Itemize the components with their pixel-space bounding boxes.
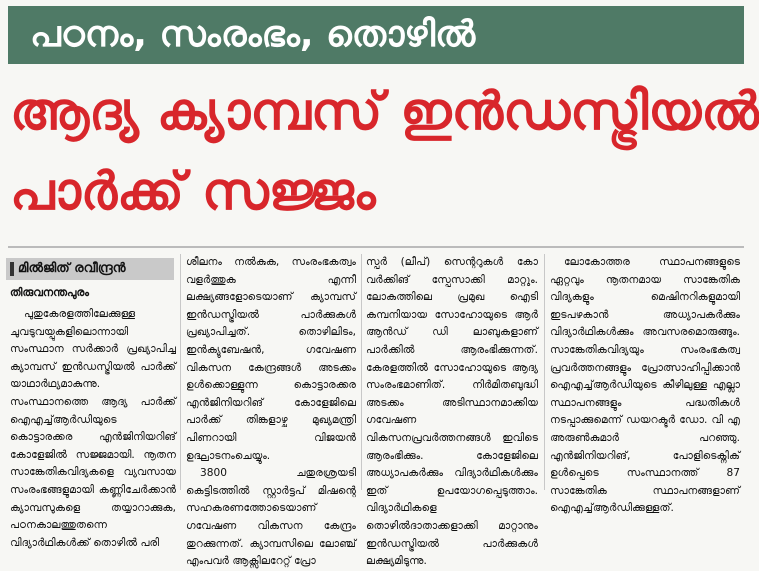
column-separator (544, 254, 545, 490)
column-separator (361, 254, 362, 490)
column-1-text: പുതുകേരളത്തിലേക്കുള്ള ചുവടുവയ്പുകളിലൊന്നായി സംസ്ഥാന സർക്കാർ പ്രഖ്യാപിച്ച ക്യാമ്പസ് ഇൻഡസ്ട്രിയൽ പാർക്ക് യാഥാർഥ്യമാകുന്നു. സംസ്ഥാനത്തെ ആദ്യ പാർക്ക് ഐഎച്ച്ആർഡിയുടെ കൊട്ടാരക്കര എൻജിനിയറിങ് കോളേജിൽ സജ്ജമായി. നൂതന സാങ്കേതികവിദ്യകളെ വ്യവസായ സംരംഭങ്ങളുമായി കണ്ണിചേർക്കാൻ ക്യാമ്പസുകളെ തയ്യാറാക്കുക, പഠനകാലത്തുതന്നെ വിദ്യാർഥികൾക്ക് തൊഴിൽ പരി (10, 308, 176, 549)
section-title: പഠനം, സംരംഭം, തൊഴിൽ (30, 14, 476, 55)
author-name: മിൽജിത് രവീന്ദ്രൻ (18, 261, 126, 276)
article-column-1 (10, 306, 176, 549)
article-column-3 (366, 254, 538, 568)
section-banner (8, 6, 744, 64)
column-separator (180, 254, 181, 490)
column-4-text: ലോകോത്തര സ്ഥാപനങ്ങളുടെ ഏറ്റവും നൂതനമായ സാങ്കേതിക വിദ്യകളും മെഷിനറികളുമായി ഇടപഴകാൻ അധ്യാപകർക്കും വിദ്യാർഥികൾക്കും അവസരമൊരുങ്ങും. സാങ്കേതികവിദ്യയും സംരംഭകത്വ പ്രവർത്തനങ്ങളും പ്രോത്സാഹിപ്പിക്കാൻ ഐഎച്ച്ആർഡിയുടെ കീഴിലുള്ള എല്ലാ സ്ഥാപനങ്ങളും പദ്ധതികൾ നടപ്പാക്കുമെന്ന് ഡയറക്ടർ ഡോ. വി എ അരുൺകുമാർ പറഞ്ഞു. എൻജിനിയറിങ്, പോളിടെക്നിക് ഉൾപ്പെടെ സംസ്ഥാനത്ത് 87 സാങ്കേതിക സ്ഥാപനങ്ങളാണ് ഐഎച്ച്ആർഡിക്കുള്ളത്. (550, 256, 740, 515)
column-2-text-b: 3800 ചതുരശ്രയടി കെട്ടിടത്തിൽ സ്റ്റാർട്ടപ് മിഷന്റെ സഹകരണത്തോടെയാണ് ഗവേഷണ വികസന കേന്ദ്രം തുറക്കുന്നത്. ക്യാമ്പസിലെ ലോഞ്ച് എംപവർ ആക്സിലറേറ്റ് പ്രോ (186, 467, 356, 568)
byline-marker (10, 262, 14, 276)
byline (6, 258, 174, 280)
dateline: തിരുവനന്തപുരം (10, 286, 89, 299)
divider (8, 246, 744, 248)
article-column-2 (186, 254, 356, 568)
headline-line-2: പാർക്ക് സജ്ജം (10, 162, 376, 222)
article-column-4 (550, 254, 740, 515)
column-2-text-a: ശീലനം നൽകുക, സംരംഭകത്വം വളർത്തുക എന്നീ ലക്ഷ്യങ്ങളോടെയാണ് ക്യാമ്പസ് ഇൻഡസ്ട്രിയൽ പാർക്കുകൾ പ്രഖ്യാപിച്ചത്. തൊഴിലിടം, ഇൻക്യുബേഷൻ, ഗവേഷണ വികസന കേന്ദ്രങ്ങൾ അടക്കം ഉൾക്കൊള്ളുന്ന കൊട്ടാരക്കര എൻജിനിയറിങ് കോളേജിലെ പാർക്ക് തിങ്കളാഴ്ച മുഖ്യമന്ത്രി പിണറായി വിജയൻ ഉദ്ഘാടനംചെയ്യും. (186, 256, 356, 462)
headline-line-1: ആദ്യ ക്യാമ്പസ് ഇൻഡസ്ട്രിയൽ (10, 82, 759, 142)
column-3-text: സ്പർ (ലീപ്) സെന്ററുകൾ കോ വർക്കിങ് സ്പേസാക്കി മാറ്റും. ലോകത്തിലെ പ്രമുഖ ഐടി കമ്പനിയായ സോഹോയുടെ ആർ ആൻഡ് ഡി ലാബുകളാണ് പാർക്കിൽ ആരംഭിക്കുന്നത്. കേരളത്തിൽ സോഹോയുടെ ആദ്യ സംരംഭമാണിത്. നിർമിതബുദ്ധി അടക്കം അടിസ്ഥാനമാക്കിയ ഗവേഷണ വികസനപ്രവർത്തനങ്ങൾ ഇവിടെ ആരംഭിക്കും. കോളേജിലെ അധ്യാപകർക്കും വിദ്യാർഥികൾക്കും ഇത് ഉപയോഗപ്പെടുത്താം. വിദ്യാർഥികളെ തൊഴിൽദാതാക്കളാക്കി മാറ്റാനും ഇൻഡസ്ട്രിയൽ പാർക്കുകൾ ലക്ഷ്യമിടുന്നു. (366, 256, 538, 568)
